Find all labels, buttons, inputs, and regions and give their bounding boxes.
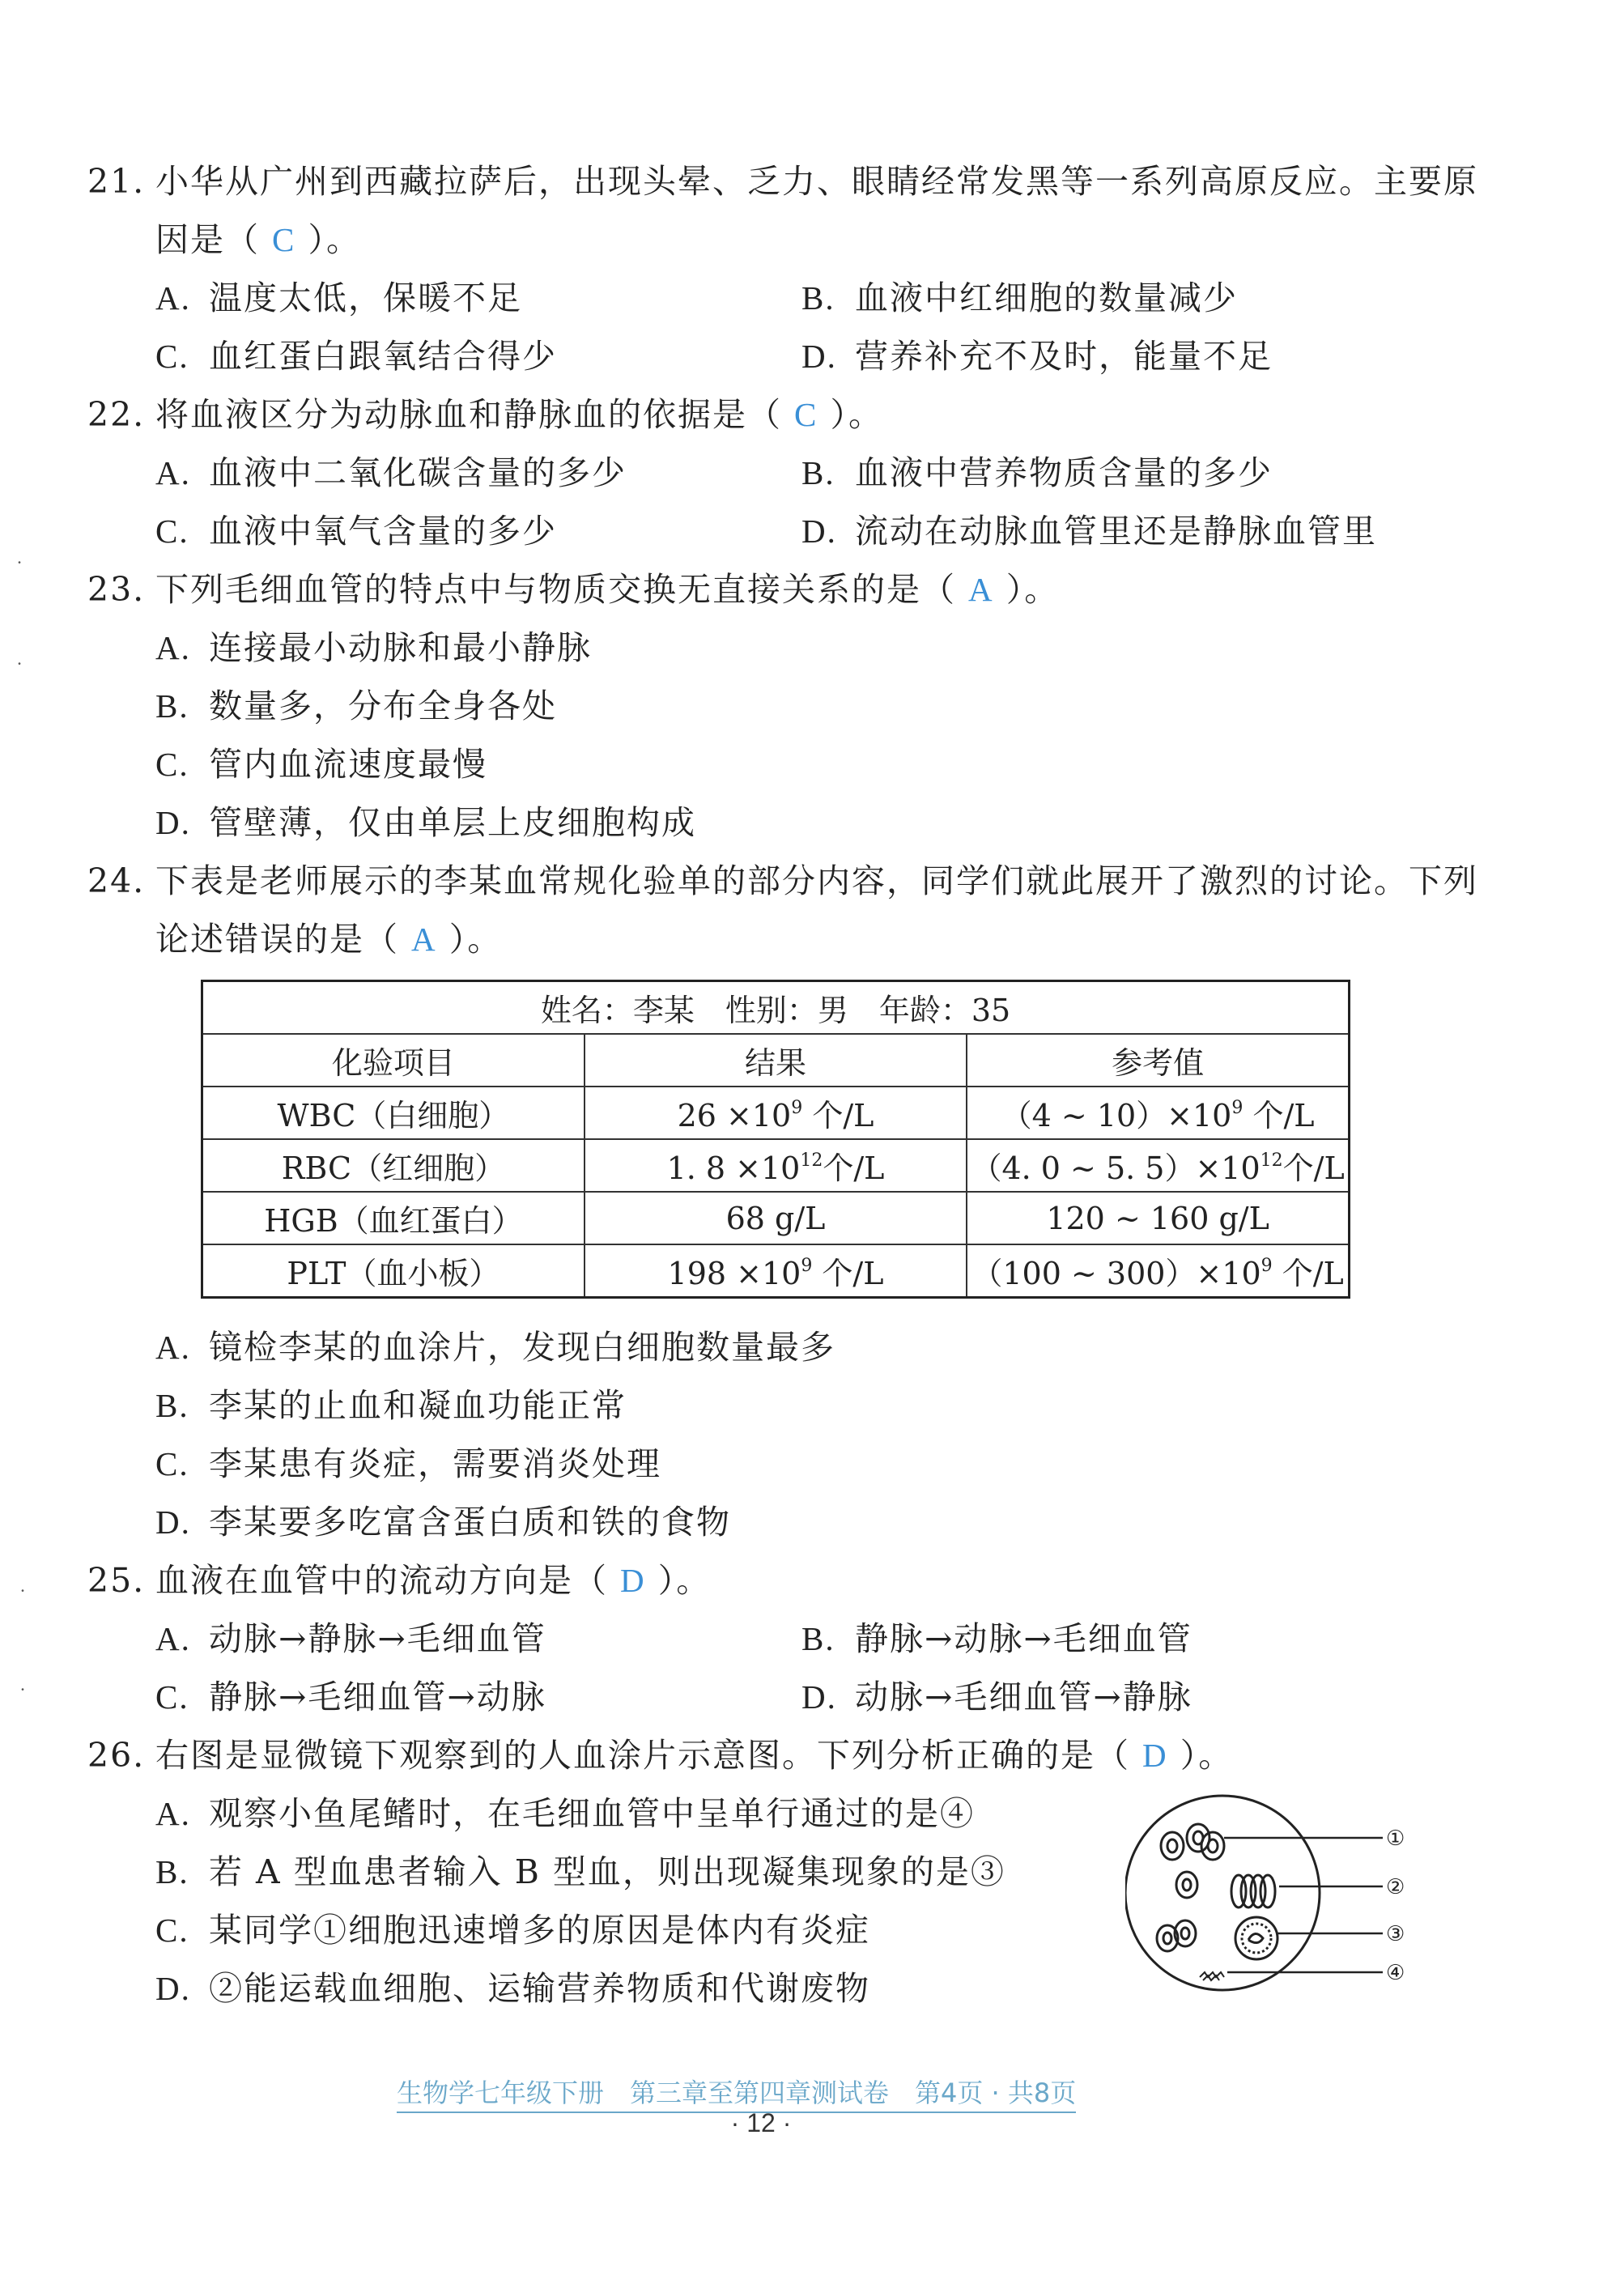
q26-option-d: D. ②能运载血细胞、运输营养物质和代谢废物 <box>155 1969 870 2008</box>
q24-option-a: A. 镜检李某的血涂片，发现白细胞数量最多 <box>155 1328 835 1367</box>
q26-stem: 26. 右图是显微镜下观察到的人血涂片示意图。下列分析正确的是（ D ）。 <box>87 1733 1233 1778</box>
q26-answer: D <box>1142 1737 1168 1774</box>
q21-stem-line1: 21. 小华从广州到西藏拉萨后，出现头晕、乏力、眼睛经常发黑等一系列高原反应。主要原 <box>87 159 1478 204</box>
q22-number: 22. <box>87 395 146 434</box>
table-row: WBC（白细胞） $26 \times 10^9$ 个/L （4 ~ $10)\times 10^9$ 个/L <box>202 1087 1350 1139</box>
q25-option-c: C. 静脉→毛细血管→动脉 <box>155 1678 546 1716</box>
white-blood-cell <box>1235 1917 1278 1959</box>
table-header: 姓名：李某 性别：男 年龄：35 <box>202 981 1350 1035</box>
q24-stem-line1: 24. 下表是老师展示的李某血常规化验单的部分内容，同学们就此展开了激烈的讨论。下列 <box>87 858 1478 904</box>
red-blood-cells <box>1157 1824 1224 1951</box>
q23-option-d: D. 管壁薄，仅由单层上皮细胞构成 <box>155 803 696 842</box>
column-header: 参考值 <box>967 1034 1349 1087</box>
blood-test-table <box>201 980 1350 1299</box>
q25-answer: D <box>620 1562 646 1599</box>
margin-mark: ˙ <box>15 660 24 683</box>
q21-number: 21. <box>87 162 146 201</box>
label-3: ③ <box>1386 1922 1405 1946</box>
margin-mark: ˙ <box>15 559 24 581</box>
q21-answer: C <box>272 221 296 258</box>
q26-option-c: C. 某同学①细胞迅速增多的原因是体内有炎症 <box>155 1911 870 1950</box>
page-number: · 12 · <box>730 2108 792 2137</box>
q22-option-c: C. 血液中氧气含量的多少 <box>155 512 557 551</box>
label-4: ④ <box>1386 1961 1405 1985</box>
q23-option-a: A. 连接最小动脉和最小静脉 <box>155 628 592 667</box>
microscope-field <box>1125 1796 1320 1990</box>
table-row: HGB（血红蛋白） 68 g/L 120 ~ 160 g/L <box>202 1192 1350 1244</box>
q23-option-b: B. 数量多，分布全身各处 <box>155 687 557 725</box>
platelets <box>1200 1972 1224 1980</box>
blood-smear-diagram <box>1125 1789 1417 2008</box>
table-row: PLT（血小板） $198 \times 10^9$ 个/L （100 ~ $300)\times 10^9$ 个/L <box>202 1244 1350 1298</box>
q21-option-b: B. 血液中红细胞的数量减少 <box>801 279 1238 317</box>
q24-option-d: D. 李某要多吃富含蛋白质和铁的食物 <box>155 1503 731 1542</box>
q24-number: 24. <box>87 861 146 900</box>
q21-option-c: C. 血红蛋白跟氧结合得少 <box>155 337 557 376</box>
q26-number: 26. <box>87 1736 146 1775</box>
q24-option-c: C. 李某患有炎症，需要消炎处理 <box>155 1444 661 1483</box>
q24-answer: A <box>411 921 437 958</box>
q23-option-c: C. 管内血流速度最慢 <box>155 745 487 784</box>
q25-stem: 25. 血液在血管中的流动方向是（ D ）。 <box>87 1558 711 1603</box>
table-row: RBC（红细胞） 1. $8 \times 10^{12}$个/L （4. 0 ~ 5. $5)\times 10^{12}$个/L <box>202 1139 1350 1192</box>
q22-option-b: B. 血液中营养物质含量的多少 <box>801 453 1273 492</box>
q25-number: 25. <box>87 1561 146 1600</box>
q24-option-b: B. 李某的止血和凝血功能正常 <box>155 1386 627 1425</box>
label-1: ① <box>1386 1827 1405 1851</box>
q25-option-b: B. 静脉→动脉→毛细血管 <box>801 1619 1192 1658</box>
q22-stem: 22. 将血液区分为动脉血和静脉血的依据是（ C ）。 <box>87 392 883 437</box>
q22-option-d: D. 流动在动脉血管里还是静脉血管里 <box>801 512 1377 551</box>
label-2: ② <box>1386 1875 1405 1899</box>
margin-mark: ˙ <box>18 1686 28 1708</box>
q21-option-d: D. 营养补充不及时，能量不足 <box>801 337 1273 376</box>
q22-answer: C <box>794 396 818 433</box>
stacked-cells <box>1231 1875 1275 1907</box>
margin-mark: ˙ <box>18 1587 28 1610</box>
q23-stem: 23. 下列毛细血管的特点中与物质交换无直接关系的是（ A ）。 <box>87 567 1059 612</box>
q24-stem-line2: 论述错误的是（ A ）。 <box>155 920 503 959</box>
q25-option-a: A. 动脉→静脉→毛细血管 <box>155 1619 546 1658</box>
q22-option-a: A. 血液中二氧化碳含量的多少 <box>155 453 627 492</box>
q23-answer: A <box>968 571 994 608</box>
q26-option-b: B. 若 A 型血患者输入 B 型血，则出现凝集现象的是③ <box>155 1852 1005 1891</box>
q26-option-a: A. 观察小鱼尾鳍时，在毛细血管中呈单行通过的是④ <box>155 1794 975 1833</box>
column-header: 结果 <box>585 1034 967 1087</box>
q23-number: 23. <box>87 570 146 609</box>
q21-option-a: A. 温度太低，保暖不足 <box>155 279 522 317</box>
footer-title: 生物学七年级下册 第三章至第四章测试卷 第4页 · 共8页 <box>397 2073 1076 2113</box>
q25-option-d: D. 动脉→毛细血管→静脉 <box>801 1678 1192 1716</box>
q21-stem-line2: 因是（ C ）。 <box>155 220 361 259</box>
column-header: 化验项目 <box>202 1034 585 1087</box>
